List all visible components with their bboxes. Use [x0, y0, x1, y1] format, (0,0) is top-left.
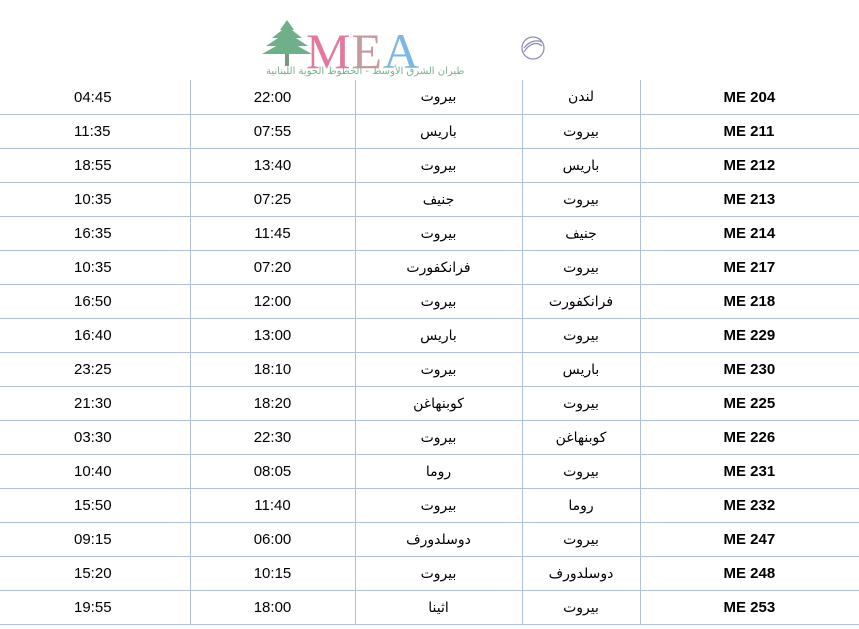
origin-city: بيروت [522, 183, 640, 217]
origin-city: بيروت [522, 591, 640, 625]
arrival-time: 11:35 [0, 115, 190, 149]
departure-time: 22:30 [190, 421, 355, 455]
destination-city: بيروت [355, 217, 522, 251]
table-row [0, 251, 859, 285]
arrival-time: 23:25 [0, 353, 190, 387]
departure-time: 11:40 [190, 489, 355, 523]
origin-city: جنيف [522, 217, 640, 251]
destination-city: روما [355, 455, 522, 489]
departure-time: 22:00 [190, 80, 355, 115]
origin-city: بيروت [522, 115, 640, 149]
flight-number: ME 247 [640, 523, 859, 557]
table-row [0, 455, 859, 489]
flight-number: ME 225 [640, 387, 859, 421]
table-row [0, 183, 859, 217]
flight-number: ME 211 [640, 115, 859, 149]
departure-time: 11:45 [190, 217, 355, 251]
origin-city: فرانكفورت [522, 285, 640, 319]
origin-city: باريس [522, 353, 640, 387]
table-row [0, 421, 859, 455]
arrival-time: 10:35 [0, 251, 190, 285]
flight-number: ME 231 [640, 455, 859, 489]
origin-city: بيروت [522, 455, 640, 489]
table-row [0, 217, 859, 251]
flight-number: ME 212 [640, 149, 859, 183]
departure-time: 07:55 [190, 115, 355, 149]
arrival-time: 19:55 [0, 591, 190, 625]
table-row [0, 353, 859, 387]
table-row [0, 115, 859, 149]
arrival-time: 04:45 [0, 80, 190, 115]
table-row [0, 591, 859, 625]
destination-city: بيروت [355, 149, 522, 183]
table-row [0, 489, 859, 523]
departure-time: 08:05 [190, 455, 355, 489]
destination-city: جنيف [355, 183, 522, 217]
origin-city: دوسلدورف [522, 557, 640, 591]
arrival-time: 15:50 [0, 489, 190, 523]
table-row [0, 285, 859, 319]
origin-city: روما [522, 489, 640, 523]
destination-city: اثينا [355, 591, 522, 625]
departure-time: 13:40 [190, 149, 355, 183]
table-row [0, 80, 859, 115]
departure-time: 07:25 [190, 183, 355, 217]
departure-time: 10:15 [190, 557, 355, 591]
table-row [0, 523, 859, 557]
origin-city: بيروت [522, 319, 640, 353]
cedar-tree-icon [262, 20, 312, 66]
header [0, 0, 859, 80]
mea-wordmark: MEA [306, 23, 421, 79]
destination-city: دوسلدورف [355, 523, 522, 557]
arrival-time: 10:40 [0, 455, 190, 489]
destination-city: باريس [355, 115, 522, 149]
arrival-time: 21:30 [0, 387, 190, 421]
arrival-time: 16:40 [0, 319, 190, 353]
flight-number: ME 248 [640, 557, 859, 591]
destination-city: بيروت [355, 285, 522, 319]
table-row [0, 149, 859, 183]
origin-city: كوبنهاغن [522, 421, 640, 455]
arrival-time: 10:35 [0, 183, 190, 217]
departure-time: 18:10 [190, 353, 355, 387]
origin-city: باريس [522, 149, 640, 183]
flight-number: ME 204 [640, 80, 859, 115]
flight-number: ME 229 [640, 319, 859, 353]
destination-city: بيروت [355, 353, 522, 387]
origin-city: بيروت [522, 523, 640, 557]
arrival-time: 09:15 [0, 523, 190, 557]
destination-city: باريس [355, 319, 522, 353]
flight-number: ME 213 [640, 183, 859, 217]
arrival-time: 16:50 [0, 285, 190, 319]
origin-city: بيروت [522, 251, 640, 285]
logo-subtitle: طيران الشرق الأوسط - الخطوط الجوية اللبنانية [266, 66, 465, 77]
destination-city: بيروت [355, 489, 522, 523]
departure-time: 18:00 [190, 591, 355, 625]
departure-time: 06:00 [190, 523, 355, 557]
table-row [0, 557, 859, 591]
destination-city: فرانكفورت [355, 251, 522, 285]
flight-number: ME 214 [640, 217, 859, 251]
arrival-time: 18:55 [0, 149, 190, 183]
departure-time: 13:00 [190, 319, 355, 353]
destination-city: بيروت [355, 557, 522, 591]
schedule-table [0, 80, 859, 625]
arrival-time: 16:35 [0, 217, 190, 251]
arrival-time: 15:20 [0, 557, 190, 591]
origin-city: لندن [522, 80, 640, 115]
origin-city: بيروت [522, 387, 640, 421]
skyteam-icon [522, 37, 544, 59]
flight-number: ME 226 [640, 421, 859, 455]
flight-number: ME 253 [640, 591, 859, 625]
destination-city: كوبنهاغن [355, 387, 522, 421]
table-row [0, 387, 859, 421]
arrival-time: 03:30 [0, 421, 190, 455]
flight-schedule [0, 80, 859, 625]
flight-number: ME 218 [640, 285, 859, 319]
departure-time: 07:20 [190, 251, 355, 285]
table-row [0, 319, 859, 353]
destination-city: بيروت [355, 421, 522, 455]
departure-time: 18:20 [190, 387, 355, 421]
departure-time: 12:00 [190, 285, 355, 319]
flight-number: ME 232 [640, 489, 859, 523]
flight-number: ME 230 [640, 353, 859, 387]
flight-number: ME 217 [640, 251, 859, 285]
destination-city: بيروت [355, 80, 522, 115]
